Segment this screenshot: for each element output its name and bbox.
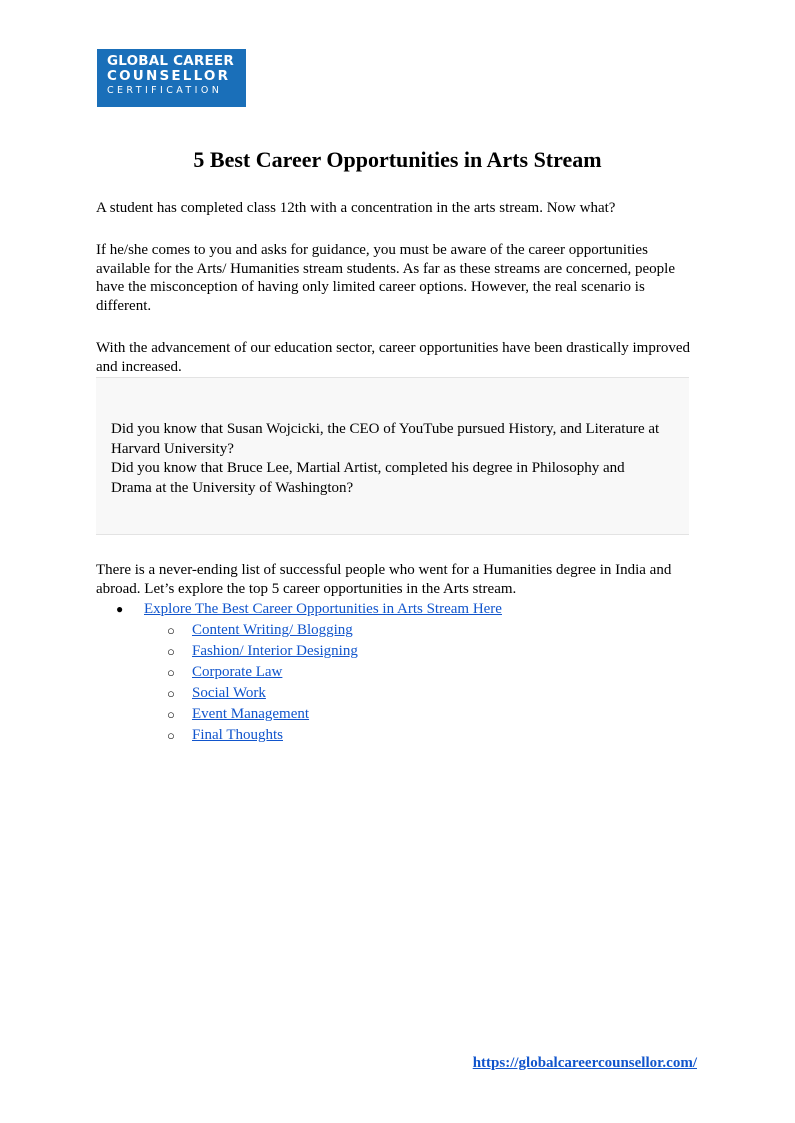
circle-bullet-icon: ○	[167, 623, 175, 638]
circle-bullet-icon: ○	[167, 644, 175, 659]
toc-sub-item	[144, 662, 696, 683]
table-of-contents	[96, 599, 696, 746]
callout-fact-1: Did you know that Susan Wojcicki, the CEO of YouTube pursued History, and Literature at Harvard University?	[111, 421, 660, 457]
toc-link-fashion-interior[interactable]: Fashion/ Interior Designing	[192, 643, 358, 659]
circle-bullet-icon: ○	[167, 728, 175, 743]
toc-sub-item	[144, 725, 696, 746]
circle-bullet-icon: ○	[167, 665, 175, 680]
brand-logo	[97, 49, 246, 107]
did-you-know-callout	[96, 377, 689, 535]
toc-link-corporate-law[interactable]: Corporate Law	[192, 664, 283, 680]
intro-paragraph: A student has completed class 12th with a concentration in the arts stream. Now what?	[96, 200, 616, 216]
logo-line-3: CERTIFICATION	[107, 85, 223, 96]
callout-fact-2: Did you know that Bruce Lee, Martial Artist, completed his degree in Philosophy and Drama at the University of Washington?	[111, 460, 625, 496]
logo-line-2: COUNSELLOR	[107, 68, 231, 84]
toc-sub-list	[144, 620, 696, 746]
advancement-paragraph: With the advancement of our education sector, career opportunities have been drastically improved and increased.	[96, 340, 690, 375]
toc-link-social-work[interactable]: Social Work	[192, 685, 266, 701]
logo-line-1: GLOBAL CAREER	[107, 53, 234, 69]
toc-sub-item	[144, 683, 696, 704]
guidance-paragraph: If he/she comes to you and asks for guidance, you must be aware of the career opportunities available for the Arts/ Humanities stream students. As far as these streams are concerned, people have the misconception of having only limited career options. However, the real scenario is different.	[96, 242, 675, 314]
toc-link-final-thoughts[interactable]: Final Thoughts	[192, 727, 283, 743]
toc-main-item	[96, 599, 696, 746]
circle-bullet-icon: ○	[167, 707, 175, 722]
toc-sub-item	[144, 641, 696, 662]
page-title: 5 Best Career Opportunities in Arts Stream	[193, 147, 602, 172]
circle-bullet-icon: ○	[167, 686, 175, 701]
toc-sub-item	[144, 620, 696, 641]
list-intro-paragraph: There is a never-ending list of successful people who went for a Humanities degree in India and abroad. Let’s explore the top 5 career opportunities in the Arts stream.	[96, 562, 672, 597]
toc-link-content-writing[interactable]: Content Writing/ Blogging	[192, 622, 353, 638]
footer-website-link[interactable]: https://globalcareercounsellor.com/	[472, 1055, 697, 1071]
toc-link-event-management[interactable]: Event Management	[192, 706, 310, 722]
toc-sub-item	[144, 704, 696, 725]
toc-main-link[interactable]: Explore The Best Career Opportunities in Arts Stream Here	[144, 601, 502, 617]
bullet-icon: ●	[116, 602, 124, 616]
